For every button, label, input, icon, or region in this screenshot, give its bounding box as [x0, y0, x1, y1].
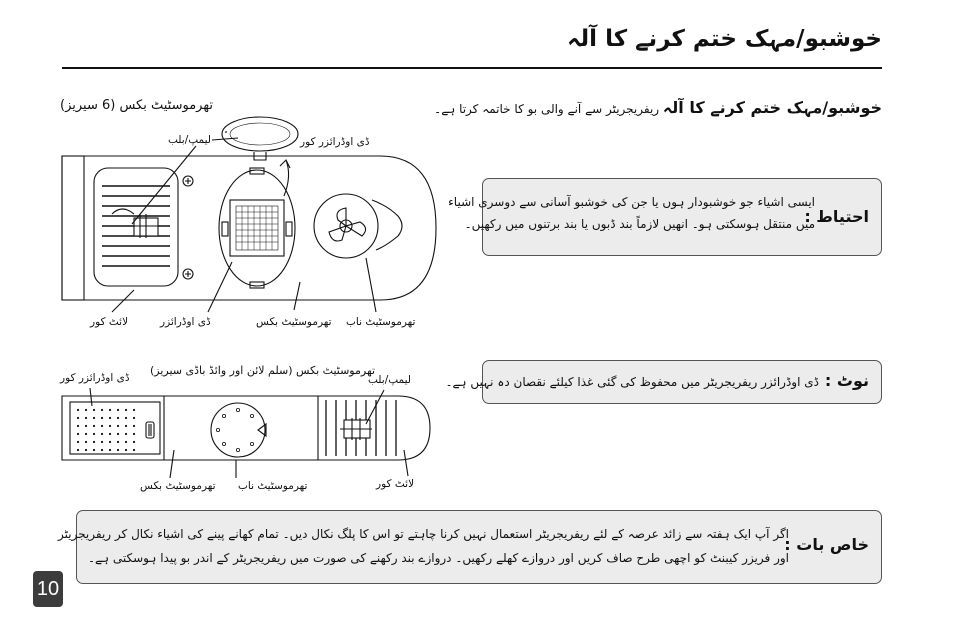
note-callout [445, 360, 882, 404]
page-title: خوشبو/مہک ختم کرنے کا آلہ [567, 26, 882, 52]
diagram1-deodorizer-label: ڈی اوڈرائزر [160, 316, 211, 328]
diagram2-light-cover-label: لائٹ کور [376, 478, 415, 490]
precaution-line-2: میں منتقل ہوسکتی ہو۔ انھیں لازماً بند ڈبوں یا بند برتنوں میں رکھیں۔ [464, 217, 815, 231]
diagram1-lamp-label: لیمپ/بلب [168, 134, 211, 146]
precaution-line-1: ایسی اشیاء جو خوشبودار ہوں یا جن کی خوشبو آسانی سے دوسری اشیاء [448, 195, 815, 209]
note-text: ڈی اوڈرائزر ریفریجریٹر میں محفوظ کی گئی غذا کیلئے نقصان دہ نہیں ہے۔ [445, 375, 819, 389]
diagram2-thermostat-box-label: تھرموسٹیٹ بکس [140, 480, 216, 492]
diagram2-deodorizer-cover-label: ڈی اوڈرائزر کور [60, 372, 130, 384]
special-line-1: اگر آپ ایک ہفتہ سے زائد عرصہ کے لئے ریفریجریٹر استعمال نہیں کرنا چاہتے تو اس کا پلگ نکال دیں۔ تمام کھانے پینے کی اشیاء نکال کر ریفریجریٹر [57, 527, 789, 541]
diagram2-thermostat-knob-label: تھرموسٹیٹ ناب [238, 480, 308, 492]
thermostat-box-slimline-diagram [62, 388, 430, 478]
diagram1-thermostat-knob-label: تھرموسٹیٹ ناب [346, 316, 416, 328]
intro-term: خوشبو/مہک ختم کرنے کا آلہ [662, 98, 882, 117]
precaution-label: احتیاط : [804, 207, 869, 226]
special-note-callout [57, 510, 882, 584]
diagram1-caption: تھرموسٹیٹ بکس (6 سیریز) [60, 98, 213, 113]
page-number: 10 [33, 571, 63, 607]
thermostat-box-6-series-diagram [62, 117, 436, 312]
diagram1-deodorizer-cover-label: ڈی اوڈرائزر کور [300, 136, 370, 148]
special-line-2: اور فریزر کیبنٹ کو اچھی طرح صاف کریں اور دروازے کھلے رکھیں۔ دروازے بند رکھنے کی صورت میں ریفریجریٹر کے اندر بو پیدا ہوسکتی ہے۔ [87, 551, 789, 565]
note-label: نوٹ : [824, 371, 869, 390]
diagram2-lamp-label: لیمپ/بلب [368, 374, 411, 386]
intro-description: ریفریجریٹر سے آنے والی بو کا خاتمہ کرتا ہے۔ [434, 102, 660, 116]
special-label: خاص بات : [784, 535, 869, 554]
diagram2-caption: تھرموسٹیٹ بکس (سلم لائن اور وائڈ باڈی سیریز) [150, 364, 376, 377]
precaution-callout [448, 178, 882, 256]
diagram1-light-cover-label: لائٹ کور [90, 316, 129, 328]
diagram1-thermostat-box-label: تھرموسٹیٹ بکس [256, 316, 332, 328]
